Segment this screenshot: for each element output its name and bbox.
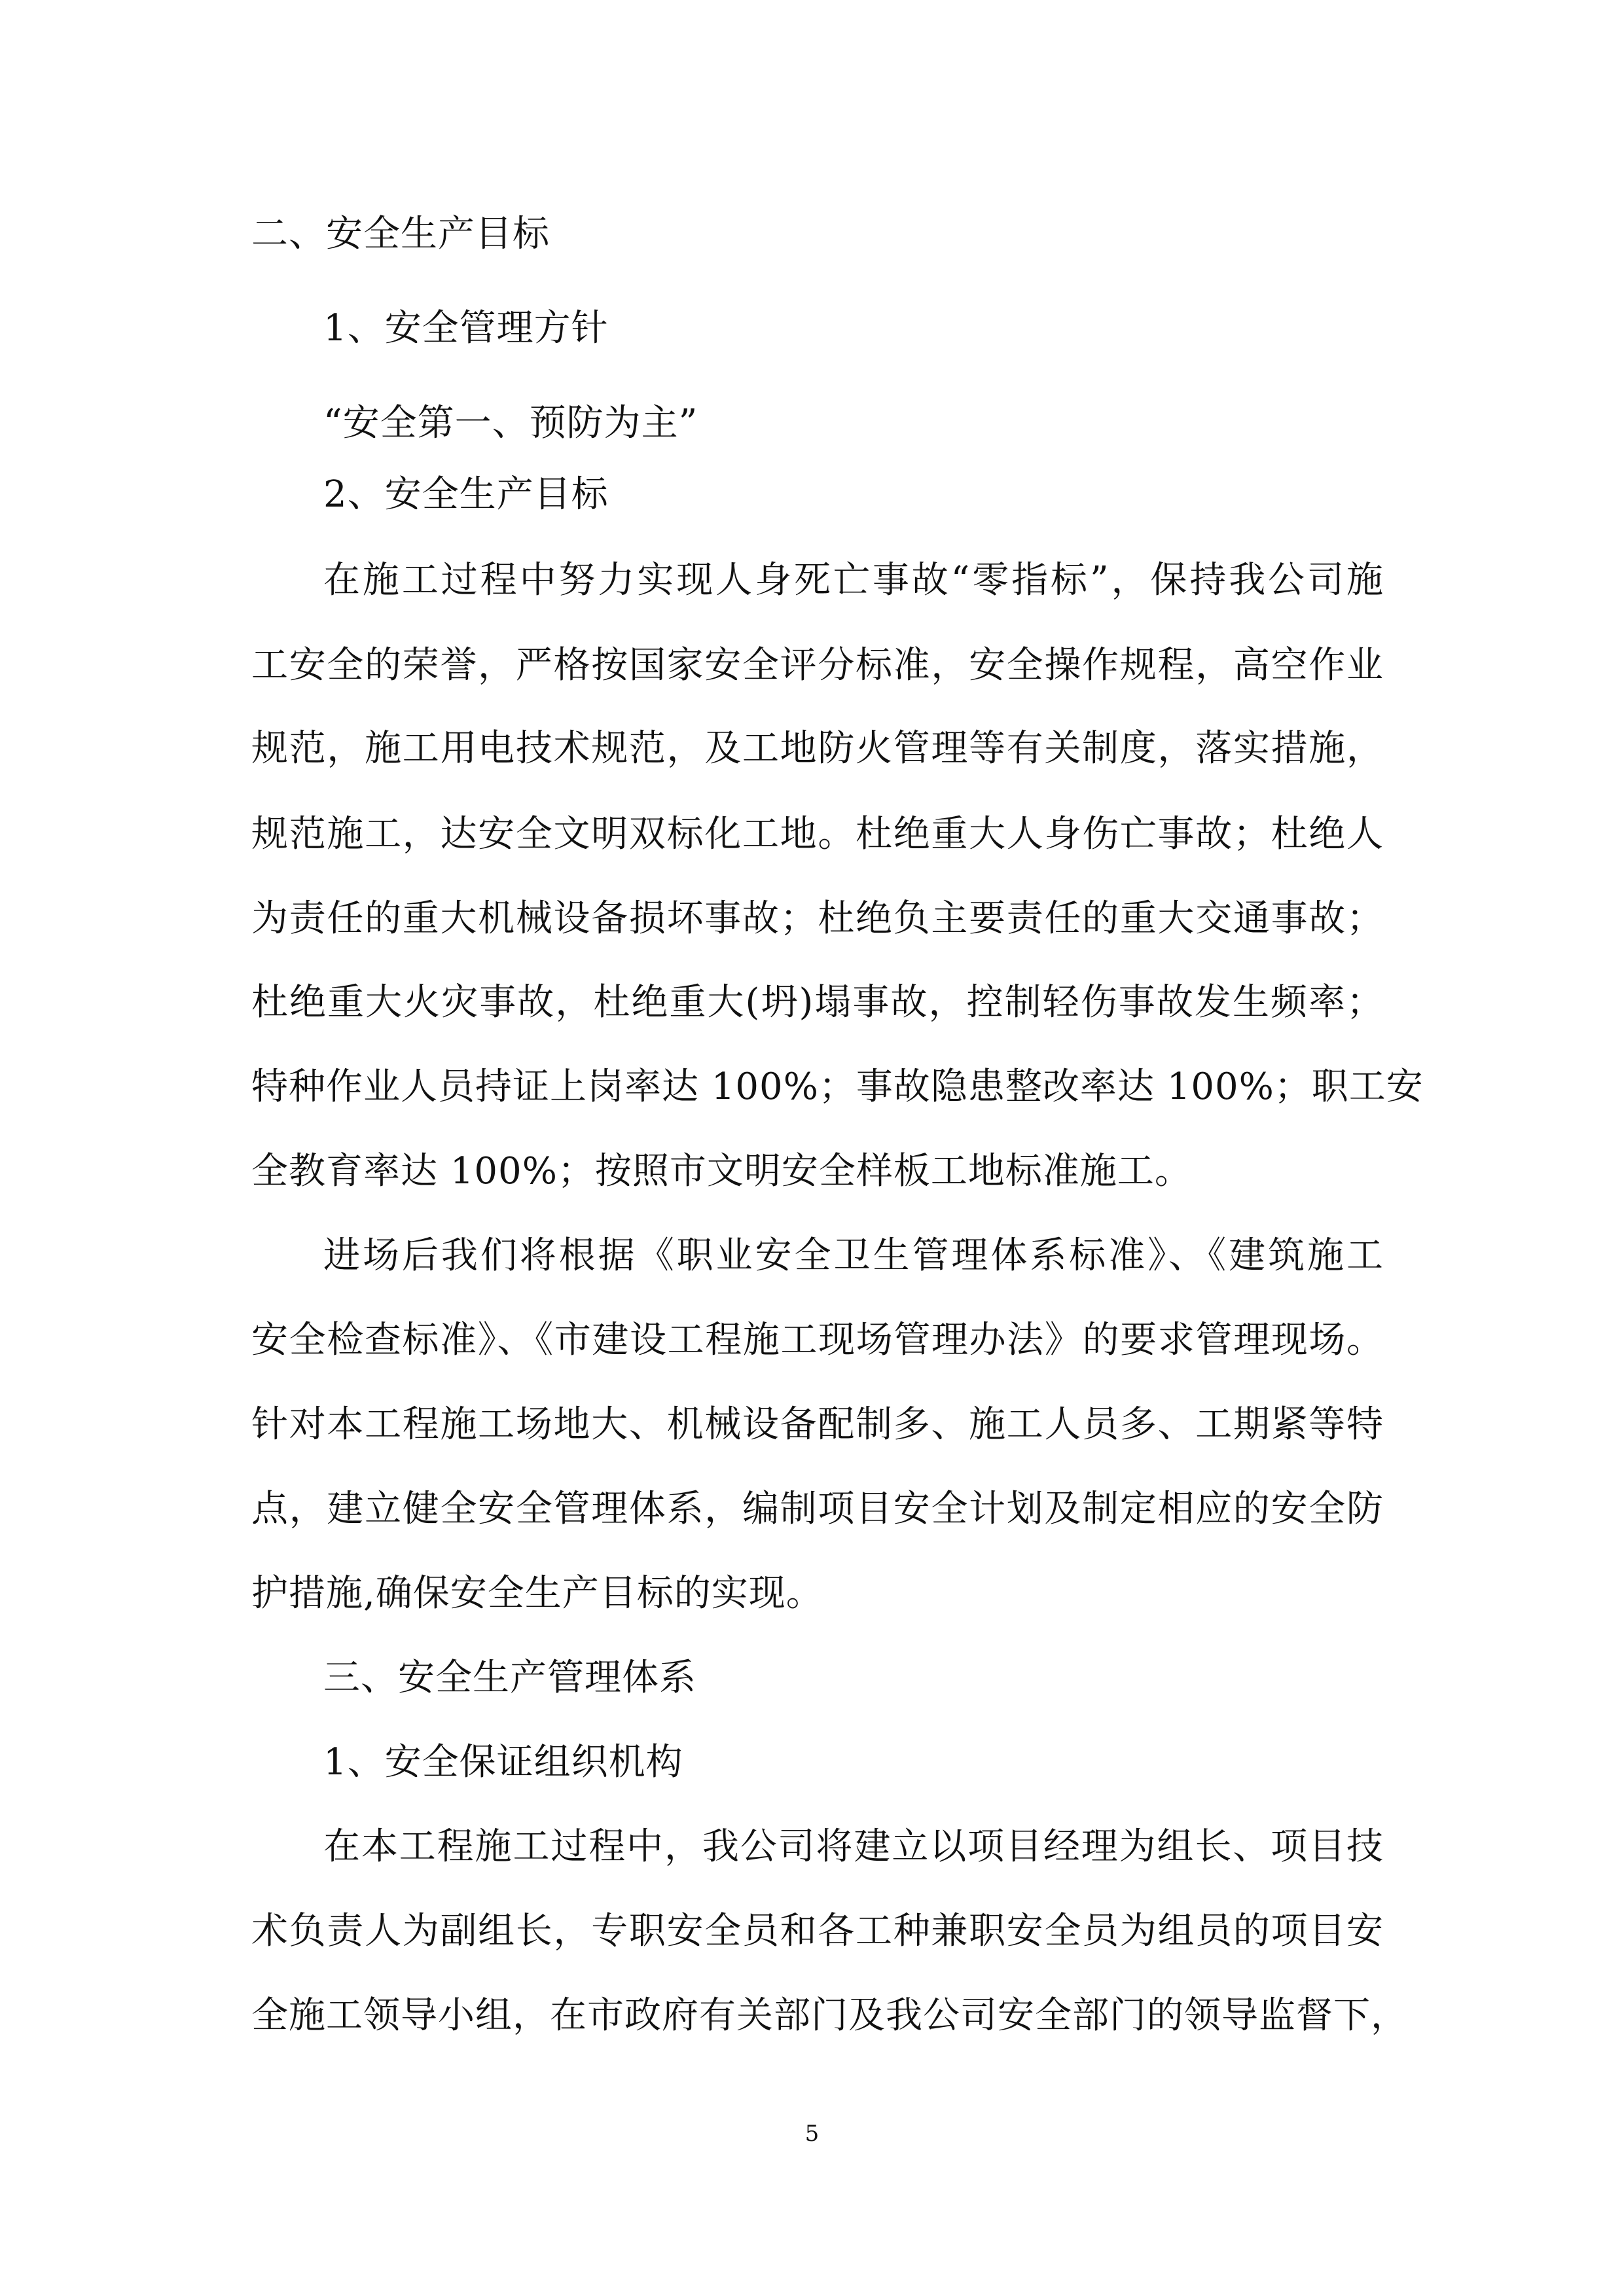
body-line: 全教育率达 100%；按照市文明安全样板工地标准施工。	[251, 1150, 1192, 1193]
page-number: 5	[804, 2121, 820, 2147]
body-line: 全施工领导小组，在市政府有关部门及我公司安全部门的领导监督下，	[251, 1994, 1408, 2037]
body-line: 进场后我们将根据《职业安全卫生管理体系标准》、《建筑施工	[323, 1234, 1384, 1277]
subsection-heading: 2、安全生产目标	[323, 473, 609, 516]
policy-statement: “安全第一、预防为主”	[323, 402, 698, 444]
body-line: 针对本工程施工场地大、机械设备配制多、施工人员多、工期紧等特	[251, 1403, 1384, 1446]
section-heading: 二、安全生产目标	[251, 213, 550, 255]
body-line: 特种作业人员持证上岗率达 100%；事故隐患整改率达 100%；职工安	[251, 1066, 1424, 1108]
body-line: 术负责人为副组长，专职安全员和各工种兼职安全员为组员的项目安	[251, 1910, 1384, 1952]
body-line: 在施工过程中努力实现人身死亡事故“零指标”，保持我公司施	[323, 559, 1384, 601]
section-heading: 三、安全生产管理体系	[323, 1657, 696, 1699]
body-line: 安全检查标准》、《市建设工程施工现场管理办法》的要求管理现场。	[251, 1319, 1384, 1361]
body-line: 点，建立健全安全管理体系，编制项目安全计划及制定相应的安全防	[251, 1488, 1384, 1530]
body-line: 护措施,确保安全生产目标的实现。	[251, 1572, 823, 1615]
body-line: 在本工程施工过程中，我公司将建立以项目经理为组长、项目技	[323, 1825, 1384, 1868]
body-line: 规范，施工用电技术规范，及工地防火管理等有关制度，落实措施，	[251, 727, 1384, 770]
body-line: 为责任的重大机械设备损坏事故；杜绝负主要责任的重大交通事故；	[251, 897, 1384, 940]
subsection-heading: 1、安全保证组织机构	[323, 1741, 683, 1784]
body-line: 规范施工，达安全文明双标化工地。杜绝重大人身伤亡事故；杜绝人	[251, 813, 1384, 855]
body-line: 杜绝重大火灾事故，杜绝重大(坍)塌事故，控制轻伤事故发生频率；	[251, 981, 1384, 1024]
body-line: 工安全的荣誉，严格按国家安全评分标准，安全操作规程，高空作业	[251, 644, 1384, 687]
subsection-heading: 1、安全管理方针	[323, 307, 609, 350]
